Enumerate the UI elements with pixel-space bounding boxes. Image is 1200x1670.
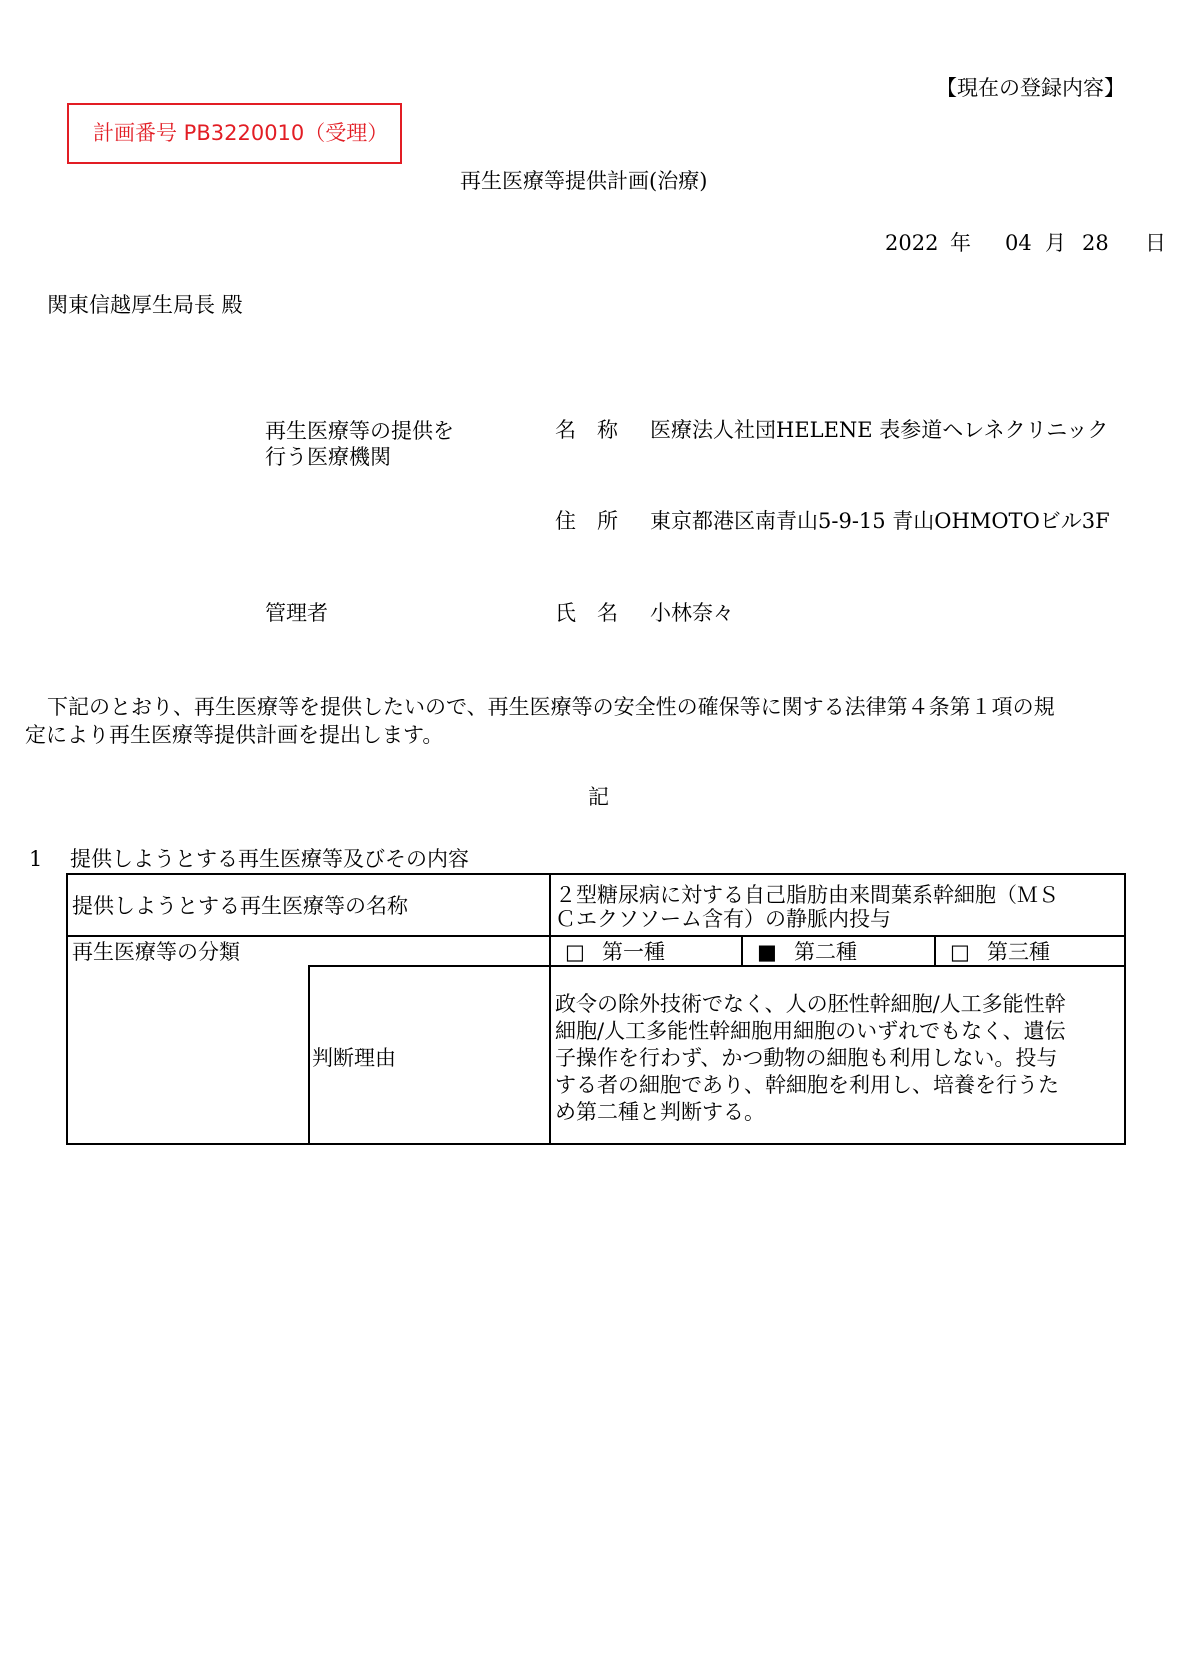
table-row-divider	[66, 935, 1126, 937]
table-name-value-line1: ２型糖尿病に対する自己脂肪由来間葉系幹細胞（ＭＳ	[555, 883, 1059, 907]
table-reason-line: め第二種と判断する。	[555, 1100, 765, 1124]
table-border-top	[66, 873, 1126, 875]
table-name-value-line2: Ｃエクソソーム含有）の静脈内投与	[555, 907, 891, 931]
registration-status-note: 【現在の登録内容】	[936, 76, 1125, 100]
date-day-unit: 日	[1145, 231, 1166, 255]
table-border-right	[1124, 873, 1126, 1145]
date-month: 04	[1005, 231, 1032, 255]
table-row-divider	[308, 965, 1126, 967]
table-class-label: 再生医療等の分類	[72, 940, 240, 964]
table-column-divider	[549, 873, 551, 1145]
table-option-divider	[741, 935, 743, 967]
section1-number: 1	[29, 847, 43, 871]
intro-line2: 定により再生医療等提供計画を提出します。	[25, 723, 444, 747]
plan-number-stamp: 計画番号 PB3220010（受理）	[67, 103, 402, 164]
date-month-unit: 月	[1045, 231, 1066, 255]
institution-address-value: 東京都港区南青山5-9-15 青山OHMOTOビル3F	[650, 509, 1110, 533]
table-reason-line: する者の細胞であり、幹細胞を利用し、培養を行うた	[555, 1073, 1059, 1097]
institution-name-value: 医療法人社団HELENE 表参道ヘレネクリニック	[650, 418, 1109, 442]
addressee: 関東信越厚生局長 殿	[47, 293, 243, 317]
class-option-checkbox: ■	[757, 940, 777, 964]
section1-title: 提供しようとする再生医療等及びその内容	[70, 847, 469, 871]
table-option-divider	[934, 935, 936, 967]
table-reason-line: 子操作を行わず、かつ動物の細胞も利用しない。投与	[555, 1046, 1058, 1070]
table-reason-line: 政令の除外技術でなく、人の胚性幹細胞/人工多能性幹	[555, 992, 1066, 1016]
date-year: 2022	[885, 231, 939, 255]
manager-name-label: 氏 名	[555, 601, 618, 625]
class-option-checkbox: □	[950, 940, 970, 964]
institution-name-label: 名 称	[555, 418, 618, 442]
date-year-unit: 年	[950, 231, 971, 255]
table-reason-label: 判断理由	[312, 1046, 396, 1070]
institution-label-line2: 行う医療機関	[265, 445, 391, 469]
class-option-label: 第三種	[987, 940, 1050, 964]
table-border-bottom	[66, 1143, 1126, 1145]
class-option-checkbox: □	[565, 940, 585, 964]
intro-line1: 下記のとおり、再生医療等を提供したいので、再生医療等の安全性の確保等に関する法律第４条第１項の規	[47, 695, 1055, 719]
date-day: 28	[1082, 231, 1109, 255]
manager-label: 管理者	[265, 601, 328, 625]
document-title: 再生医療等提供計画(治療)	[460, 169, 708, 193]
table-reason-line: 細胞/人工多能性幹細胞用細胞のいずれでもなく、遺伝	[555, 1019, 1066, 1043]
class-option-label: 第一種	[602, 940, 665, 964]
institution-label-line1: 再生医療等の提供を	[265, 419, 454, 443]
table-column-divider	[308, 965, 310, 1145]
ki-heading: 記	[588, 785, 609, 809]
manager-name-value: 小林奈々	[650, 601, 734, 625]
table-name-label: 提供しようとする再生医療等の名称	[72, 894, 408, 918]
institution-address-label: 住 所	[555, 509, 618, 533]
class-option-label: 第二種	[794, 940, 857, 964]
table-border-left	[66, 873, 68, 1145]
